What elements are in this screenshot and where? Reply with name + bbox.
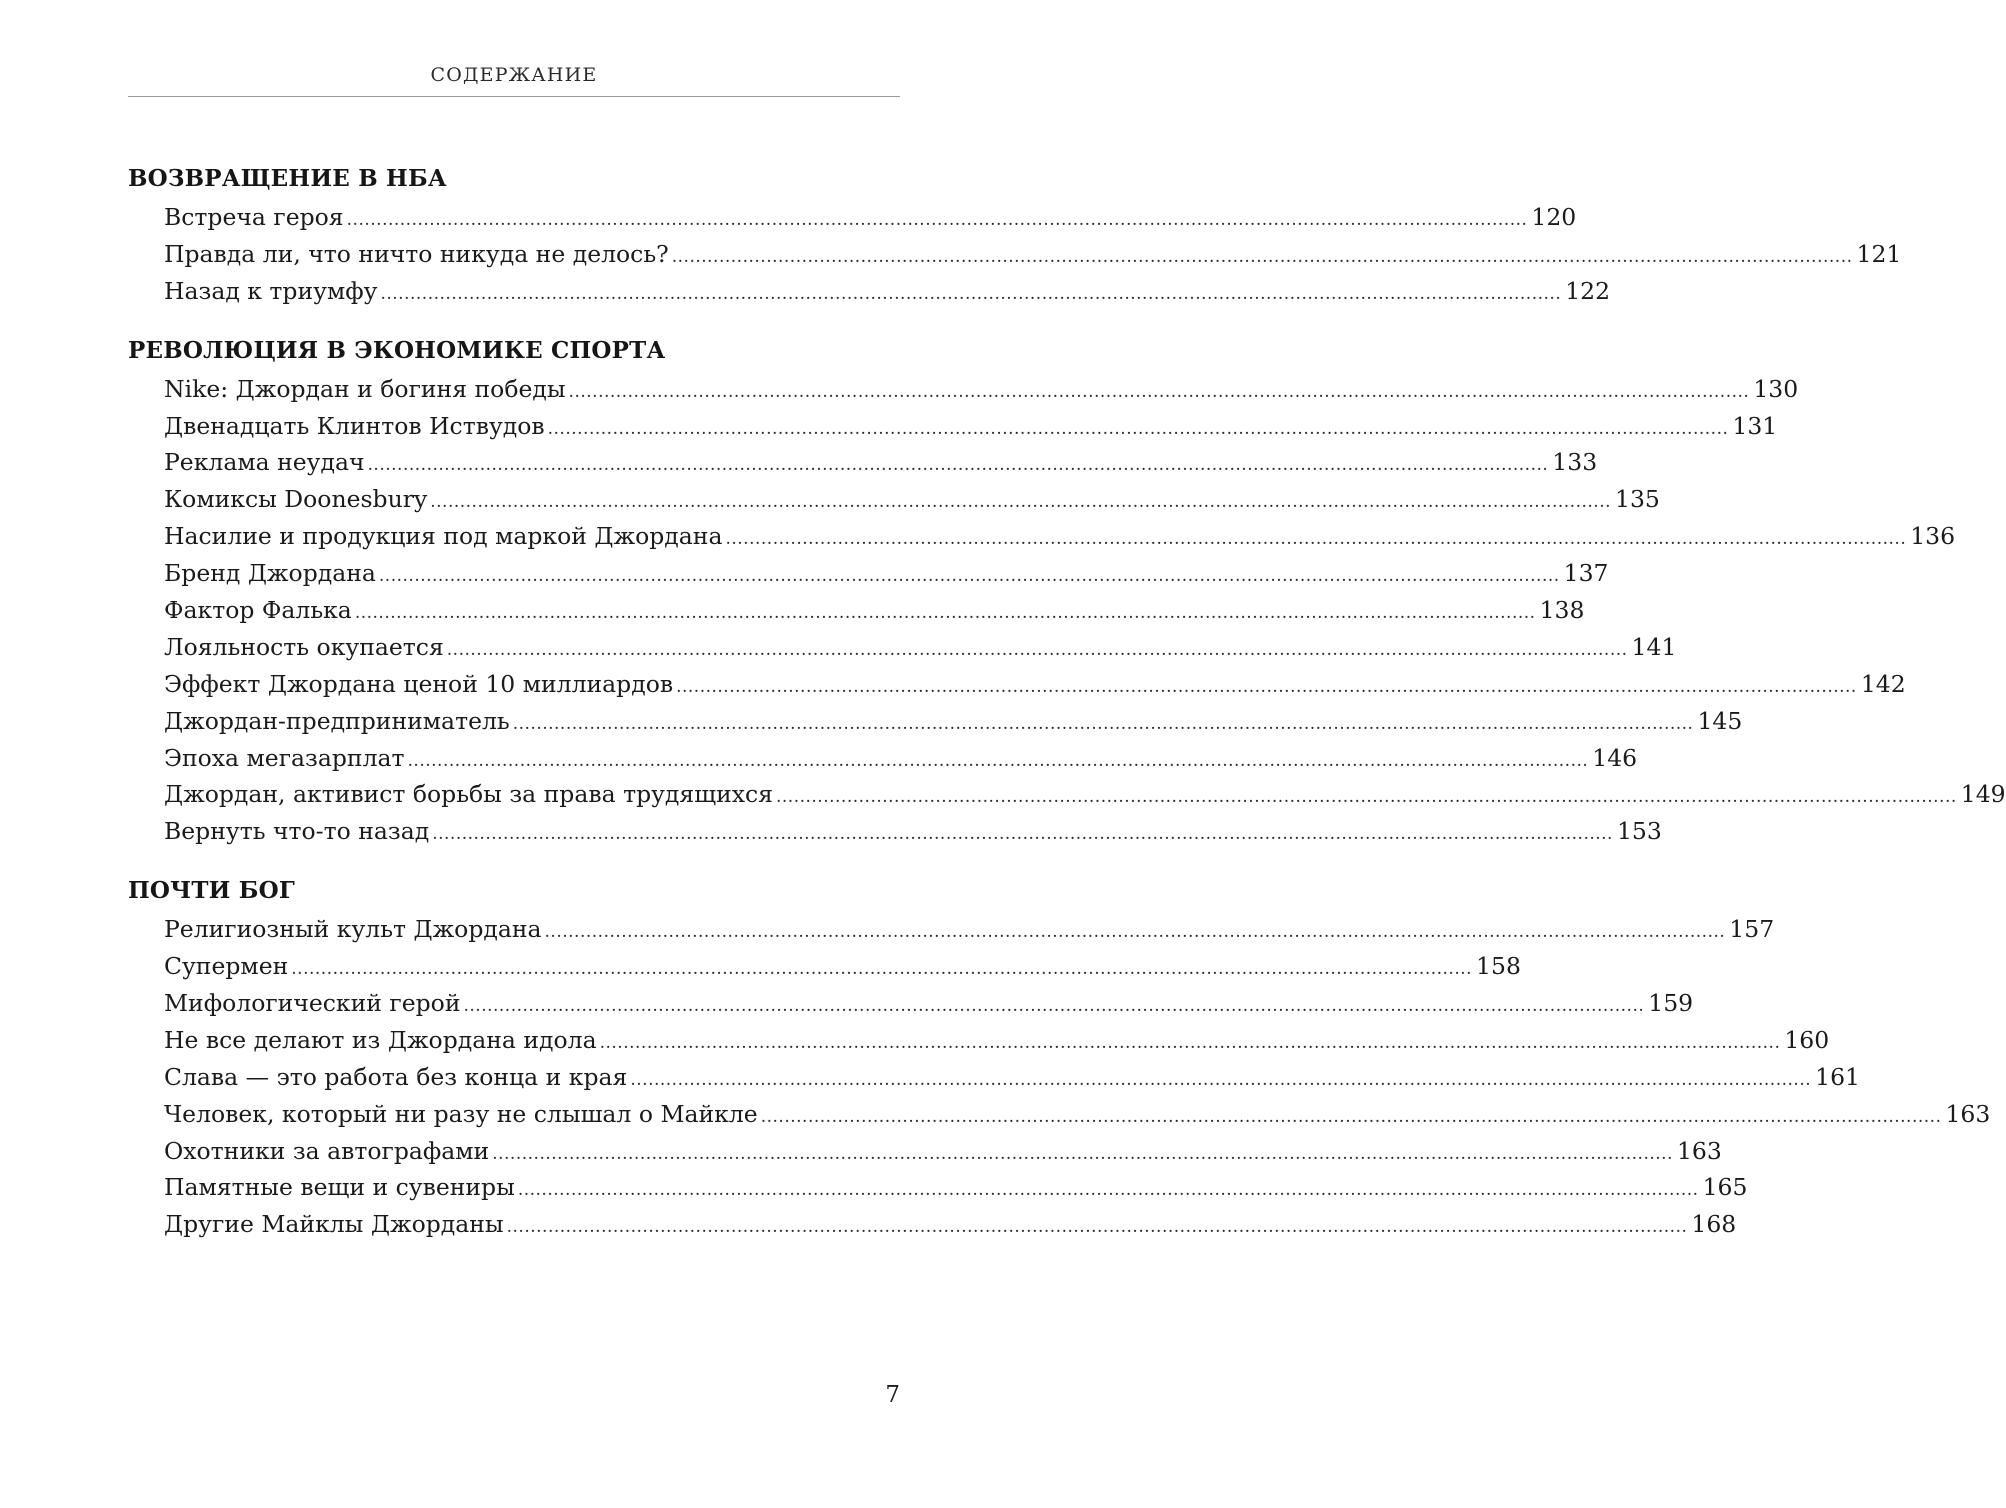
page-number: 7 (885, 1382, 900, 1408)
section-title: ПОЧТИ БОГ (128, 877, 295, 905)
header-divider (128, 96, 900, 97)
entry-page: 158 (1476, 952, 1521, 981)
dot-leader: ........................................................................................................................................................................................................ (671, 246, 1853, 267)
dot-leader: ........................................................................................................................................................................................................ (725, 529, 1907, 550)
toc-entry[interactable] (128, 236, 1902, 273)
dot-leader: ........................................................................................................................................................................................................ (380, 283, 1562, 304)
dot-leader: ........................................................................................................................................................................................................ (367, 455, 1549, 476)
toc-entry[interactable] (128, 948, 1521, 985)
dot-leader: ........................................................................................................................................................................................................ (291, 959, 1473, 980)
section-title: РЕВОЛЮЦИЯ В ЭКОНОМИКЕ СПОРТА (128, 336, 666, 364)
entry-page: 130 (1753, 374, 1799, 403)
entry-title: Лояльность окупается (164, 632, 444, 661)
entry-page: 165 (1702, 1173, 1748, 1202)
entry-page: 145 (1697, 706, 1743, 735)
entry-title: Фактор Фалька (164, 596, 352, 625)
entry-title: Мифологический герой (164, 989, 461, 1018)
entry-page: 122 (1565, 276, 1611, 305)
toc-entry[interactable] (128, 740, 1638, 777)
dot-leader: ........................................................................................................................................................................................................ (354, 603, 1536, 624)
entry-title: Nike: Джордан и богиня победы (164, 374, 566, 403)
entry-title: Другие Майклы Джорданы (164, 1210, 504, 1239)
entry-page: 141 (1631, 632, 1677, 661)
entry-page: 161 (1815, 1062, 1860, 1091)
entry-page: 135 (1615, 485, 1660, 514)
table-of-contents (128, 158, 2006, 1263)
toc-section (128, 870, 1991, 1243)
entry-title: Джордан, активист борьбы за права трудящихся (164, 780, 773, 809)
entry-title: Супермен (164, 952, 289, 981)
entry-title: Джордан-предприниматель (164, 706, 510, 735)
toc-section (128, 330, 2006, 851)
dot-leader: ........................................................................................................................................................................................................ (432, 824, 1613, 845)
running-head: СОДЕРЖАНИЕ (430, 64, 598, 86)
dot-leader: ........................................................................................................................................................................................................ (517, 1180, 1699, 1201)
section-title: ВОЗВРАЩЕНИЕ В НБА (128, 165, 447, 192)
entry-page: 163 (1676, 1136, 1722, 1165)
entry-title: Бренд Джордана (164, 559, 376, 588)
entry-page: 168 (1691, 1210, 1737, 1239)
dot-leader: ........................................................................................................................................................................................................ (430, 492, 1611, 513)
toc-entry[interactable] (128, 1059, 1860, 1096)
dot-leader: ........................................................................................................................................................................................................ (346, 210, 1528, 230)
entry-title: Эпоха мегазарплат (164, 743, 405, 772)
dot-leader: ........................................................................................................................................................................................................ (506, 1217, 1688, 1238)
toc-entry[interactable] (128, 1096, 1991, 1133)
entry-page: 157 (1729, 915, 1775, 944)
entry-title: Реклама неудач (164, 448, 365, 477)
dot-leader: ........................................................................................................................................................................................................ (775, 787, 1957, 808)
entry-page: 131 (1732, 411, 1778, 440)
entry-title: Двенадцать Клинтов Иствудов (164, 411, 545, 440)
toc-entry[interactable] (128, 1206, 1737, 1243)
entry-page: 138 (1539, 596, 1585, 625)
entry-page: 146 (1592, 743, 1638, 772)
toc-entry[interactable] (128, 199, 1577, 236)
entry-title: Назад к триумфу (164, 276, 378, 305)
toc-entry[interactable] (128, 371, 1799, 408)
entry-title: Комиксы Doonesbury (164, 485, 428, 514)
toc-entry[interactable] (128, 555, 1609, 592)
dot-leader: ........................................................................................................................................................................................................ (407, 750, 1589, 771)
entry-page: 133 (1552, 448, 1598, 477)
dot-leader: ........................................................................................................................................................................................................ (676, 676, 1857, 697)
dot-leader: ........................................................................................................................................................................................................ (378, 566, 1560, 587)
dot-leader: ........................................................................................................................................................................................................ (492, 1143, 1673, 1164)
entry-page: 160 (1784, 1025, 1830, 1054)
entry-page: 137 (1563, 559, 1609, 588)
toc-entry[interactable] (128, 444, 1598, 481)
entry-page: 120 (1531, 203, 1577, 231)
entry-title: Вернуть что-то назад (164, 817, 430, 846)
toc-entry[interactable] (128, 518, 1956, 555)
toc-section (128, 158, 1902, 310)
entry-page: 149 (1960, 780, 2006, 809)
dot-leader: ........................................................................................................................................................................................................ (446, 639, 1628, 660)
toc-entry[interactable] (128, 273, 1611, 310)
entry-page: 159 (1648, 989, 1694, 1018)
toc-entry[interactable] (128, 985, 1694, 1022)
dot-leader: ........................................................................................................................................................................................................ (547, 418, 1729, 439)
dot-leader: ........................................................................................................................................................................................................ (760, 1106, 1942, 1127)
toc-entry[interactable] (128, 629, 1677, 666)
entry-page: 153 (1616, 817, 1662, 846)
dot-leader: ........................................................................................................................................................................................................ (512, 713, 1694, 734)
dot-leader: ........................................................................................................................................................................................................ (568, 381, 1750, 402)
toc-entry[interactable] (128, 481, 1660, 518)
dot-leader: ........................................................................................................................................................................................................ (630, 1069, 1812, 1090)
dot-leader: ........................................................................................................................................................................................................ (544, 922, 1726, 943)
entry-title: Охотники за автографами (164, 1136, 490, 1165)
toc-entry[interactable] (128, 408, 1778, 445)
entry-title: Насилие и продукция под маркой Джордана (164, 522, 723, 551)
entry-title: Религиозный культ Джордана (164, 915, 542, 944)
entry-page: 136 (1910, 522, 1956, 551)
entry-title: Памятные вещи и сувениры (164, 1173, 515, 1202)
entry-title: Человек, который ни разу не слышал о Майкле (164, 1099, 758, 1128)
toc-entry[interactable] (128, 666, 1906, 703)
entry-page: 121 (1856, 239, 1902, 268)
entry-title: Встреча героя (164, 203, 344, 231)
entry-page: 163 (1945, 1099, 1991, 1128)
toc-entry[interactable] (128, 813, 1662, 850)
toc-entry[interactable] (128, 1022, 1830, 1059)
toc-entry[interactable] (128, 1169, 1748, 1206)
entry-page: 142 (1860, 669, 1906, 698)
toc-entry[interactable] (128, 776, 2006, 813)
dot-leader: ........................................................................................................................................................................................................ (599, 1032, 1781, 1053)
entry-title: Эффект Джордана ценой 10 миллиардов (164, 669, 674, 698)
toc-entry[interactable] (128, 1133, 1722, 1170)
toc-entry[interactable] (128, 592, 1585, 629)
toc-entry[interactable] (128, 911, 1775, 948)
dot-leader: ........................................................................................................................................................................................................ (463, 996, 1645, 1017)
entry-title: Правда ли, что ничто никуда не делось? (164, 239, 669, 268)
entry-title: Слава — это работа без конца и края (164, 1062, 628, 1091)
entry-title: Не все делают из Джордана идола (164, 1025, 597, 1054)
toc-entry[interactable] (128, 703, 1743, 740)
